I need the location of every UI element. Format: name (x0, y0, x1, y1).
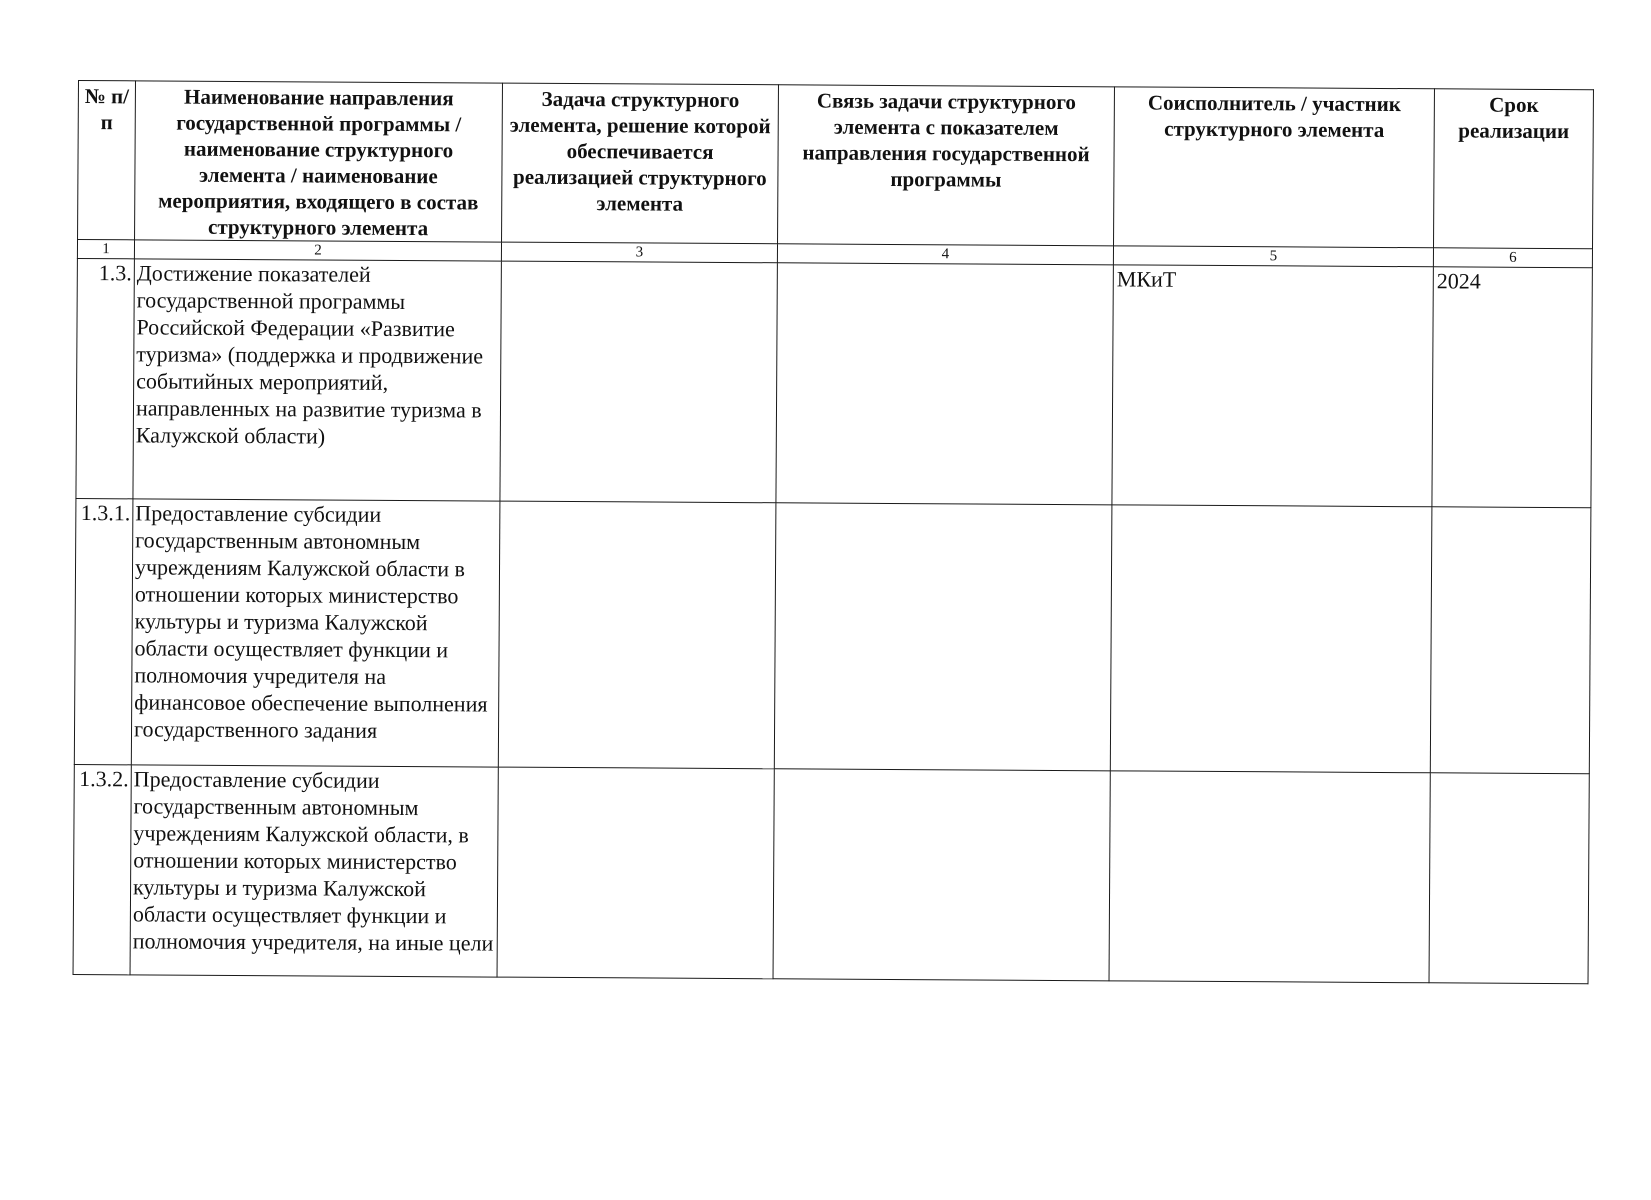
column-number: 2 (134, 240, 501, 261)
row-executor (1110, 505, 1432, 773)
table-row (73, 764, 1589, 983)
column-number: 3 (501, 242, 777, 263)
header-link: Связь задачи структурного элемента с показателем направления государственной программы (778, 85, 1115, 246)
column-number: 5 (1113, 246, 1433, 267)
header-executor: Соисполнитель / участник структурного элемента (1114, 87, 1435, 248)
table-row (74, 498, 1591, 773)
program-table (73, 80, 1594, 984)
header-number: № п/п (78, 81, 136, 240)
row-link (774, 503, 1112, 771)
row-task (500, 261, 777, 503)
row-link (776, 263, 1113, 505)
column-number: 6 (1433, 248, 1592, 268)
row-name: Предоставление субсидии государственным автономным учреждениям Калужской области, в отношении которых министерство культуры и туризма Калужской области осуществляет функции и полномочия учредителя, на иные цели (130, 765, 498, 977)
row-term (1430, 507, 1591, 774)
row-task (497, 767, 774, 979)
row-number: 1.3. (76, 258, 134, 498)
header-row (78, 81, 1594, 249)
row-number: 1.3.2. (73, 764, 131, 974)
column-number: 1 (77, 240, 134, 259)
row-term (1429, 773, 1589, 984)
header-term: Срок реализации (1434, 89, 1594, 249)
table-row (76, 258, 1592, 507)
row-executor (1109, 771, 1430, 983)
row-executor: МКиТ (1112, 265, 1433, 507)
row-number: 1.3.1. (74, 498, 133, 764)
row-term: 2024 (1432, 267, 1592, 508)
header-task: Задача структурного элемента, решение которой обеспечивается реализацией структурного элемента (502, 83, 779, 244)
row-name: Предоставление субсидии государственным автономным учреждениям Калужской области в отношении которых министерство культуры и туризма Калужской области осуществляет функции и полномочия учредителя на финансовое обеспечение выполнения государственного задания (131, 499, 500, 767)
row-task (498, 501, 776, 769)
header-name: Наименование направления государственной программы / наименование структурного элемента / наименование мероприятия, входящего в состав структурного элемента (135, 81, 503, 242)
row-link (773, 769, 1110, 981)
column-number: 4 (777, 244, 1113, 265)
row-name: Достижение показателей государственной программы Российской Федерации «Развитие туризма» (поддержка и продвижение событийных мероприятий, направленных на развитие туризма в Калужской области) (133, 259, 501, 501)
